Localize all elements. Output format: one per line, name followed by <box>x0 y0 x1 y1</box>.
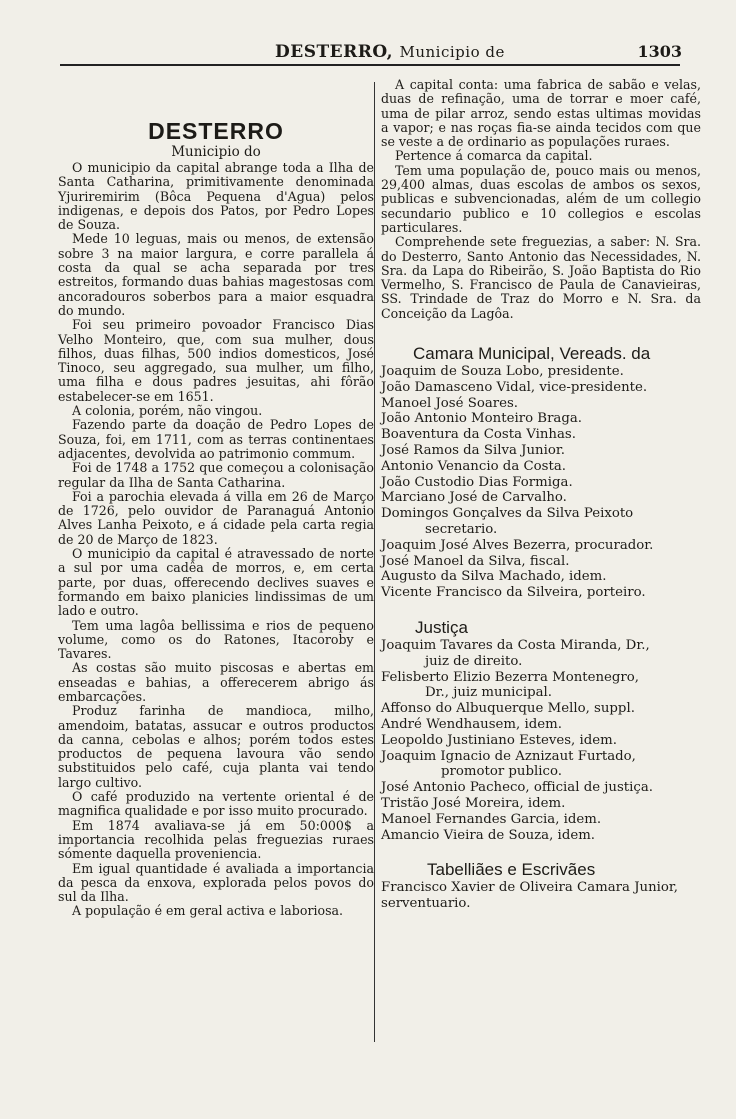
paragraph: O café produzido na vertente oriental é de magnifica qualidade e por isso muito procurado. <box>58 789 374 819</box>
list-item: Boaventura da Costa Vinhas. <box>381 427 576 443</box>
right-body <box>381 78 701 321</box>
list-item: João Antonio Monteiro Braga. <box>381 411 583 427</box>
list-item: Manoel Fernandes Garcia, idem. <box>381 811 602 827</box>
list-item: Joaquim José Alves Bezerra, procurador. <box>381 537 654 553</box>
paragraph: A população é em geral activa e laboriosa. <box>72 903 344 919</box>
list-item: Felisberto Elizio Bezerra Montenegro, <box>381 669 640 685</box>
paragraph: Tem uma população de, pouco mais ou menos, 29,400 almas, duas escolas de ambos os sexos, publicas e subvencionadas, além de um collegio secundario publico e 10 collegios e escolas particulares. <box>381 162 701 235</box>
paragraph: Mede 10 leguas, mais ou menos, de extensão sobre 3 na maior largura, e corre parallela á costa da qual se acha separada por tres estreitos, formando duas bahias magestosas com ancoradouros soberbos para a maior esquadra do mundo. <box>58 231 374 318</box>
list-item: Leopoldo Justiniano Esteves, idem. <box>381 732 617 748</box>
paragraph: Foi de 1748 a 1752 que começou a colonisação regular da Ilha de Santa Catharina. <box>58 460 374 490</box>
list-item: José Ramos da Silva Junior. <box>381 443 565 459</box>
paragraph: Produz farinha de mandioca, milho, amendoim, batatas, assucar e outros productos da canna, cebolas e alhos; porém todos estes productos de pequena lavoura vão sendo substituidos pelo café, cuja planta vai tendo largo cultivo. <box>58 703 374 790</box>
list-item: José Manoel da Silva, fiscal. <box>381 553 570 569</box>
camara-list <box>381 364 701 601</box>
page-number: 1303 <box>637 42 682 61</box>
paragraph: Em igual quantidade é avaliada a importancia da pesca da enxova, explorada pelos povos do sul da Ilha. <box>58 860 374 905</box>
list-item: João Custodio Dias Formiga. <box>381 474 573 490</box>
list-item: Antonio Venancio da Costa. <box>381 458 566 474</box>
list-item-continuation: promotor publico. <box>441 764 562 780</box>
list-item: Manoel José Soares. <box>381 395 519 411</box>
paragraph: Comprehende sete freguezias, a saber: N. Sra. do Desterro, Santo Antonio das Necessidades, N. Sra. da Lapa do Ribeirão, S. João Baptista do Rio Vermelho, S. Francisco de Paula de Canavieiras, SS. Trindade de Traz do Morro e N. Sra. da Conceição da Lagôa. <box>381 234 701 321</box>
paragraph: O municipio da capital é atravessado de norte a sul por uma cadêa de morros, e, em certa parte, por duas, offerecendo declives suaves e formando em baixo planicies lindissimas de um lado e outro. <box>58 546 374 619</box>
list-item-continuation: Dr., juiz municipal. <box>425 685 553 701</box>
left-column <box>58 118 374 919</box>
paragraph: Fazendo parte da doação de Pedro Lopes de Souza, foi, em 1711, com as terras continentaes adjacentes, devolvida ao patrimonio commum. <box>58 417 374 461</box>
list-item: André Wendhausem, idem. <box>381 716 562 732</box>
section-heading-tabelliaes: Tabelliães e Escrivães <box>427 860 596 880</box>
article-subtitle: Municipio do <box>171 144 261 160</box>
paragraph: A colonia, porém, não vingou. <box>72 403 263 419</box>
list-item: Augusto da Silva Machado, idem. <box>381 569 607 585</box>
paragraph: As costas são muito piscosas e abertas em enseadas e bahias, a offerecerem abrigo ás embarcações. <box>58 660 374 704</box>
justica-list <box>381 638 701 843</box>
list-item: João Damasceno Vidal, vice-presidente. <box>381 379 648 395</box>
list-item-continuation: juiz de direito. <box>425 653 523 669</box>
list-item: Amancio Vieira de Souza, idem. <box>381 827 596 843</box>
column-divider <box>374 82 375 1042</box>
paragraph: Pertence á comarca da capital. <box>395 148 593 164</box>
list-item: Joaquim de Souza Lobo, presidente. <box>381 364 624 380</box>
list-item-continuation: secretario. <box>425 522 498 538</box>
section-heading-camara: Camara Municipal, Vereads. da <box>413 344 651 364</box>
list-item: José Antonio Pacheco, official de justiça. <box>381 780 654 796</box>
list-item: Joaquim Tavares da Costa Miranda, Dr., <box>381 638 650 653</box>
list-item: Affonso do Albuquerque Mello, suppl. <box>381 701 635 717</box>
right-column <box>381 78 701 912</box>
paragraph: A capital conta: uma fabrica de sabão e velas, duas de refinação, uma de torrar e moer café, uma de pilar arroz, sendo estas ultimas movidas a vapor; e nas roças fia-se ainda tecidos com que se veste a de ordinario as populações ruraes. <box>381 77 701 150</box>
list-item: Joaquim Ignacio de Aznizaut Furtado, <box>381 748 636 764</box>
running-title <box>275 42 505 62</box>
running-title-main: DESTERRO, <box>275 42 394 62</box>
paragraph: O municipio da capital abrange toda a Ilha de Santa Catharina, primitivamente denominada Yjuriremirim (Bôca Pequena d'Agua) pelos indigenas, e depois dos Patos, por Pedro Lopes de Souza. <box>58 160 374 233</box>
list-item: Marciano José de Carvalho. <box>381 490 567 506</box>
list-item: Vicente Francisco da Silveira, porteiro. <box>381 585 646 601</box>
paragraph: Foi seu primeiro povoador Francisco Dias Velho Monteiro, que, com sua mulher, dous filhos, duas filhas, 500 indios domesticos, José Tinoco, seu aggregado, sua mulher, um filho, uma filha e dous padres jesuitas, ahi fôrão estabelecer-se em 1651. <box>58 317 374 404</box>
section-heading-justica: Justiça <box>415 618 468 637</box>
page-header <box>60 36 680 66</box>
running-title-sub: Municipio de <box>399 43 505 61</box>
paragraph: Foi a parochia elevada á villa em 26 de Março de 1726, pelo ouvidor de Paranaguá Antonio Alves Lanha Peixoto, e á cidade pela carta regia de 20 de Março de 1823. <box>58 488 374 547</box>
list-item: Tristão José Moreira, idem. <box>381 795 566 811</box>
paragraph: Tem uma lagôa bellissima e rios de pequeno volume, como os do Ratones, Itacoroby e Tavares. <box>58 617 374 662</box>
list-item: Francisco Xavier de Oliveira Camara Junior, serventuario. <box>381 880 679 912</box>
tabelliaes-list <box>381 880 701 912</box>
list-item: Domingos Gonçalves da Silva Peixoto <box>381 506 634 522</box>
paragraph: Em 1874 avaliava-se já em 50:000$ a importancia recolhida pelas freguezias ruraes sómente daquella proveniencia. <box>58 817 374 862</box>
article-title: DESTERRO <box>148 118 284 144</box>
left-body <box>58 161 374 919</box>
